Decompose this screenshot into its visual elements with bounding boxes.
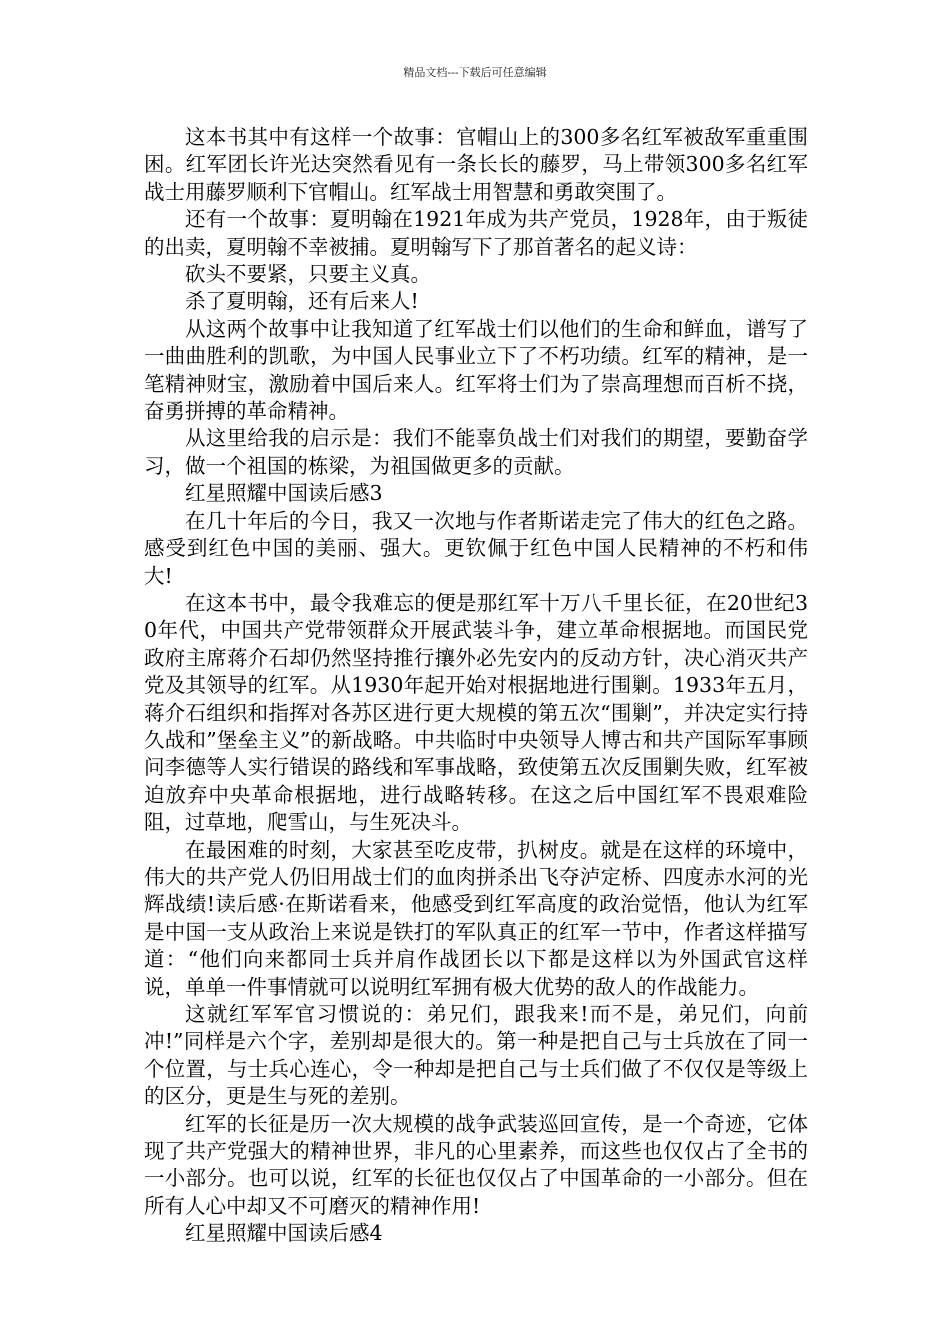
paragraph: 从这两个故事中让我知道了红军战士们以他们的生命和鲜血，谱写了一曲曲胜利的凯歌，为中国人民事业立下了不朽功绩。红军的精神，是一笔精神财宝，激励着中国后来人。红军将士们为了崇高理想而百析不挠，奋勇拼搏的革命精神。 bbox=[144, 316, 808, 424]
paragraph: 在最困难的时刻，大家甚至吃皮带，扒树皮。就是在这样的环境中，伟大的共产党人仍旧用战士们的血肉拼杀出飞夺泸定桥、四度赤水河的光辉战绩!读后感·在斯诺看来，他感受到红军高度的政治觉悟，他认为红军是中国一支从政治上来说是铁打的军队真正的红军一节中，作者这样描写道：“他们向来都同士兵并肩作战团长以下都是这样以为外国武官这样说，单单一件事情就可以说明红军拥有极大优势的敌人的作战能力。 bbox=[144, 837, 808, 999]
section-title: 红星照耀中国读后感4 bbox=[185, 1221, 383, 1246]
paragraph: 还有一个故事：夏明翰在1921年成为共产党员，1928年，由于叛徒的出卖，夏明翰不幸被捕。夏明翰写下了那首著名的起义诗： bbox=[144, 207, 808, 259]
paragraph: 在几十年后的今日，我又一次地与作者斯诺走完了伟大的红色之路。感受到红色中国的美丽、强大。更钦佩于红色中国人民精神的不朽和伟大! bbox=[144, 508, 808, 588]
poem-line: 杀了夏明翰，还有后来人! bbox=[185, 289, 419, 314]
page-header: 精品文档---下载后可任意编辑 bbox=[403, 66, 547, 79]
paragraph: 从这里给我的启示是：我们不能辜负战士们对我们的期望，要勤奋学习，做一个祖国的栋梁，为祖国做更多的贡献。 bbox=[144, 426, 808, 478]
paragraph: 在这本书中，最令我难忘的便是那红军十万八千里长征，在20世纪30年代，中国共产党带领群众开展武装斗争，建立革命根据地。而国民党政府主席蒋介石却仍然坚持推行攘外必先安内的反动方针，决心消灭共产党及其领导的红军。从1930年起开始对根据地进行围剿。1933年五月，蒋介石组织和指挥对各苏区进行更大规模的第五次“围剿”，并决定实行持久战和”堡垒主义”的新战略。中共临时中央领导人博古和共产国际军事顾问李德等人实行错误的路线和军事战略，致使第五次反围剿失败，红军被迫放弃中央革命根据地，进行战略转移。在这之后中国红军不畏艰难险阻，过草地，爬雪山，与生死决斗。 bbox=[144, 590, 808, 835]
paragraph: 这就红军军官习惯说的：弟兄们，跟我来!而不是，弟兄们，向前冲!”同样是六个字，差别却是很大的。第一种是把自己与士兵放在了同一个位置，与士兵心连心，令一种却是把自己与士兵们做了不仅仅是等级上的区分，更是生与死的差别。 bbox=[144, 1002, 808, 1109]
paragraph: 这本书其中有这样一个故事：官帽山上的300多名红军被敌军重重围困。红军团长许光达突然看见有一条长长的藤罗，马上带领300多名红军战士用藤罗顺利下官帽山。红军战士用智慧和勇敢突围了。 bbox=[144, 125, 808, 204]
document-body bbox=[144, 124, 808, 1248]
poem-line: 砍头不要紧，只要主义真。 bbox=[185, 262, 431, 287]
paragraph: 红军的长征是历一次大规模的战争武装巡回宣传，是一个奇迹，它体现了共产党强大的精神世界，非凡的心里素养，而这些也仅仅占了全书的一小部分。也可以说，红军的长征也仅仅占了中国革命的一小部分。但在所有人心中却又不可磨灭的精神作用! bbox=[144, 1111, 808, 1218]
section-title: 红星照耀中国读后感3 bbox=[185, 481, 383, 506]
